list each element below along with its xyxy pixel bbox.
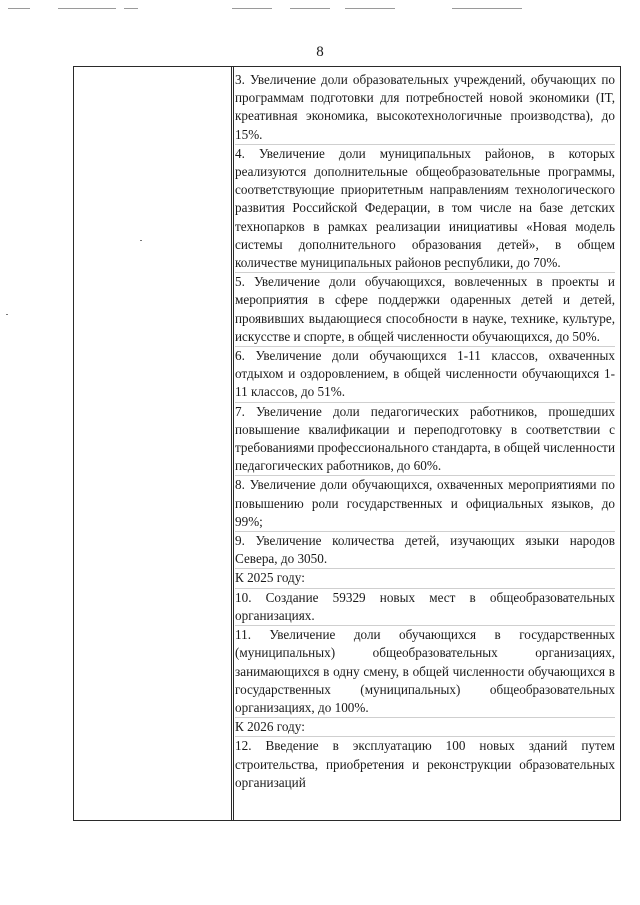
- table-row-item-10: 10. Создание 59329 новых мест в общеобразовательных организациях.: [235, 588, 615, 625]
- table-row-item-12: 12. Введение в эксплуатацию 100 новых зданий путем строительства, приобретения и реконструкции образовательных организаций: [235, 736, 615, 792]
- scan-artifact-top: [0, 4, 640, 12]
- scan-speck: [140, 240, 142, 241]
- table-row-item-3: 3. Увеличение доли образовательных учреждений, обучающих по программам подготовки для потребностей новой экономики (IT, креативная экономика, высокотехнологичные производства), до 15%.: [235, 72, 615, 142]
- table-row-item-7: 7. Увеличение доли педагогических работников, прошедших повышение квалификации и переподготовку в соответствии с требованиями профессионального стандарта, в общей численности педагогических работников, до 60%.: [235, 402, 615, 476]
- table-row-heading-2026: К 2026 году:: [235, 717, 615, 736]
- table-row-item-8: 8. Увеличение доли обучающихся, охваченных мероприятиями по повышению роли государственных и официальных языков, до 99%;: [235, 475, 615, 531]
- document-table: [73, 66, 621, 821]
- table-row-heading-2025: К 2025 году:: [235, 568, 615, 587]
- page-number: 8: [316, 44, 324, 60]
- column-divider-double: [233, 67, 234, 820]
- table-row-item-4: 4. Увеличение доли муниципальных районов, в которых реализуются дополнительные общеобразовательные программы, соответствующие приоритетным направлениям технологического развития Российской Федерации, в том числе на базе детских технопарков в рамках реализации инициативы «Новая модель системы дополнительного образования детей», в общем количестве муниципальных районов республики, до 70%.: [235, 144, 615, 272]
- table-row-item-5: 5. Увеличение доли обучающихся, вовлеченных в проекты и мероприятия в сфере поддержки одаренных детей и детей, проявивших выдающиеся способности в науке, технике, культуре, искусстве и спорте, в общей численности обучающихся, до 50%.: [235, 272, 615, 346]
- table-row-item-9: 9. Увеличение количества детей, изучающих языки народов Севера, до 3050.: [235, 531, 615, 568]
- table-row-item-6: 6. Увеличение доли обучающихся 1-11 классов, охваченных отдыхом и оздоровлением, в общей численности обучающихся 1-11 классов, до 51%.: [235, 346, 615, 402]
- column-divider: [231, 67, 232, 820]
- scan-speck: [6, 314, 8, 315]
- table-row-item-11: 11. Увеличение доли обучающихся в государственных (муниципальных) общеобразовательных организациях, занимающихся в одну смену, в общей численности обучающихся в государственных (муниципальных) общеобразовательных организациях, до 100%.: [235, 625, 615, 717]
- table-content-cell: [235, 71, 615, 792]
